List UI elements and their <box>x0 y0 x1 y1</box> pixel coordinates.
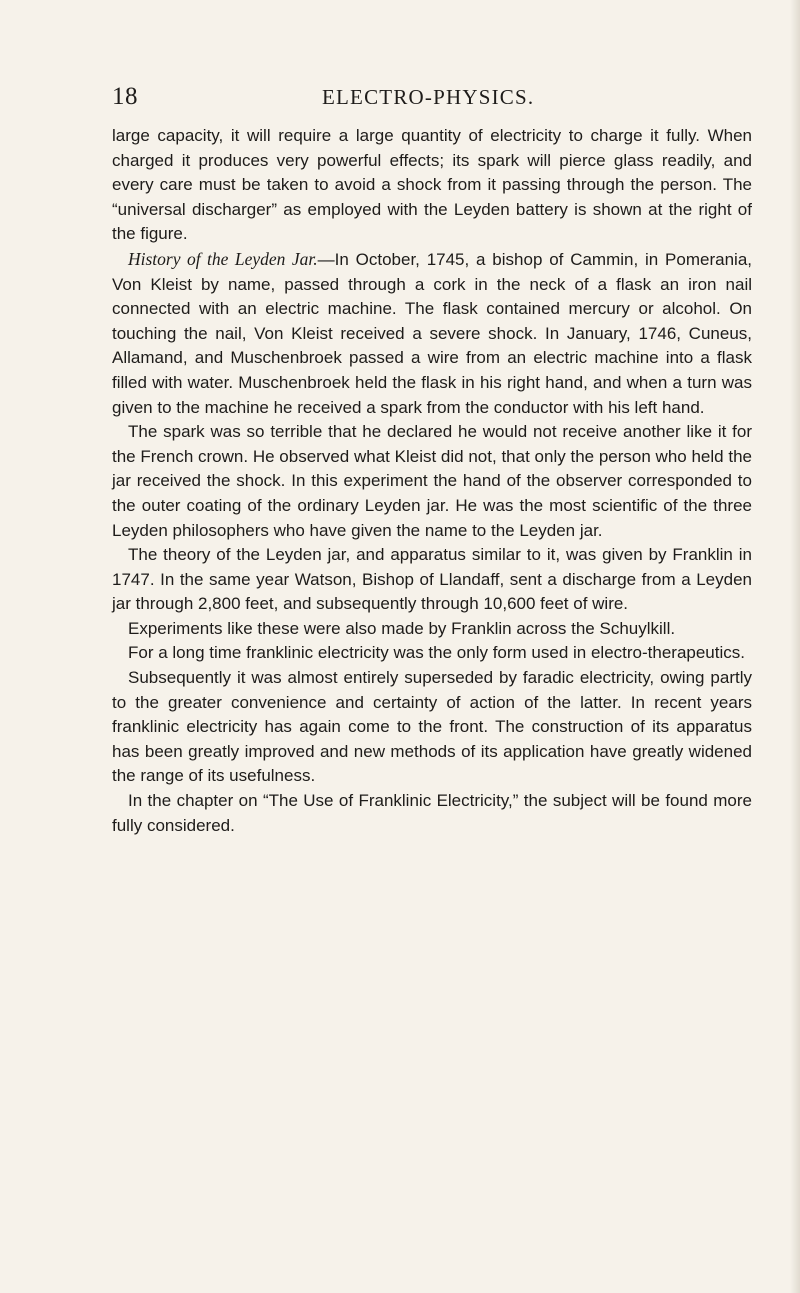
paragraph-2 <box>112 247 752 420</box>
paragraph-7: Subsequently it was almost entirely superseded by faradic electricity, owing partly to the greater convenience and certainty of action of the latter. In recent years franklinic electricity has again come to the front. The construction of its apparatus has been greatly improved and new methods of its application have greatly widened the range of its usefulness. <box>112 668 752 786</box>
page-number: 18 <box>112 83 138 110</box>
paragraph-8: In the chapter on “The Use of Franklinic Electricity,” the subject will be found more fully considered. <box>112 791 752 835</box>
paragraph-1: large capacity, it will require a large quantity of electricity to charge it fully. When charged it produces very powerful effects; its spark will pierce glass readily, and every care must be taken to avoid a shock from it passing through the person. The “universal discharger” as employed with the Leyden battery is shown at the right of the figure. <box>112 126 752 244</box>
body-text <box>112 124 752 838</box>
page-edge-shadow <box>790 0 800 1293</box>
paragraph-3: The spark was so terrible that he declared he would not receive another like it for the French crown. He observed what Kleist did not, that only the person who held the jar received the shock. In this experiment the hand of the observer corresponded to the outer coating of the ordinary Leyden jar. He was the most scientific of the three Leyden philosophers who have given the name to the Leyden jar. <box>112 422 752 540</box>
running-head <box>112 82 752 112</box>
paragraph-6: For a long time franklinic electricity was the only form used in electro-therapeutics. <box>128 643 745 663</box>
paragraph-4: The theory of the Leyden jar, and apparatus similar to it, was given by Franklin in 1747. In the same year Watson, Bishop of Llandaff, sent a discharge from a Leyden jar through 2,800 feet, and subsequently through 10,600 feet of wire. <box>112 545 752 614</box>
section-heading: History of the Leyden Jar. <box>128 248 318 269</box>
paragraph-5: Experiments like these were also made by Franklin across the Schuylkill. <box>128 618 676 638</box>
chapter-title: ELECTRO-PHYSICS. <box>322 85 535 109</box>
paragraph-2-body: —In October, 1745, a bishop of Cammin, in Pomerania, Von Kleist by name, passed through a cork in the neck of a flask an iron nail connected with an electric machine. The flask contained mercury or alcohol. On touching the nail, Von Kleist received a severe shock. In January, 1746, Cuneus, Allamand, and Muschenbroek passed a wire from an electric machine into a flask filled with water. Muschenbroek held the flask in his right hand, and when a turn was given to the machine he received a spark from the conductor with his left hand. <box>112 249 752 417</box>
